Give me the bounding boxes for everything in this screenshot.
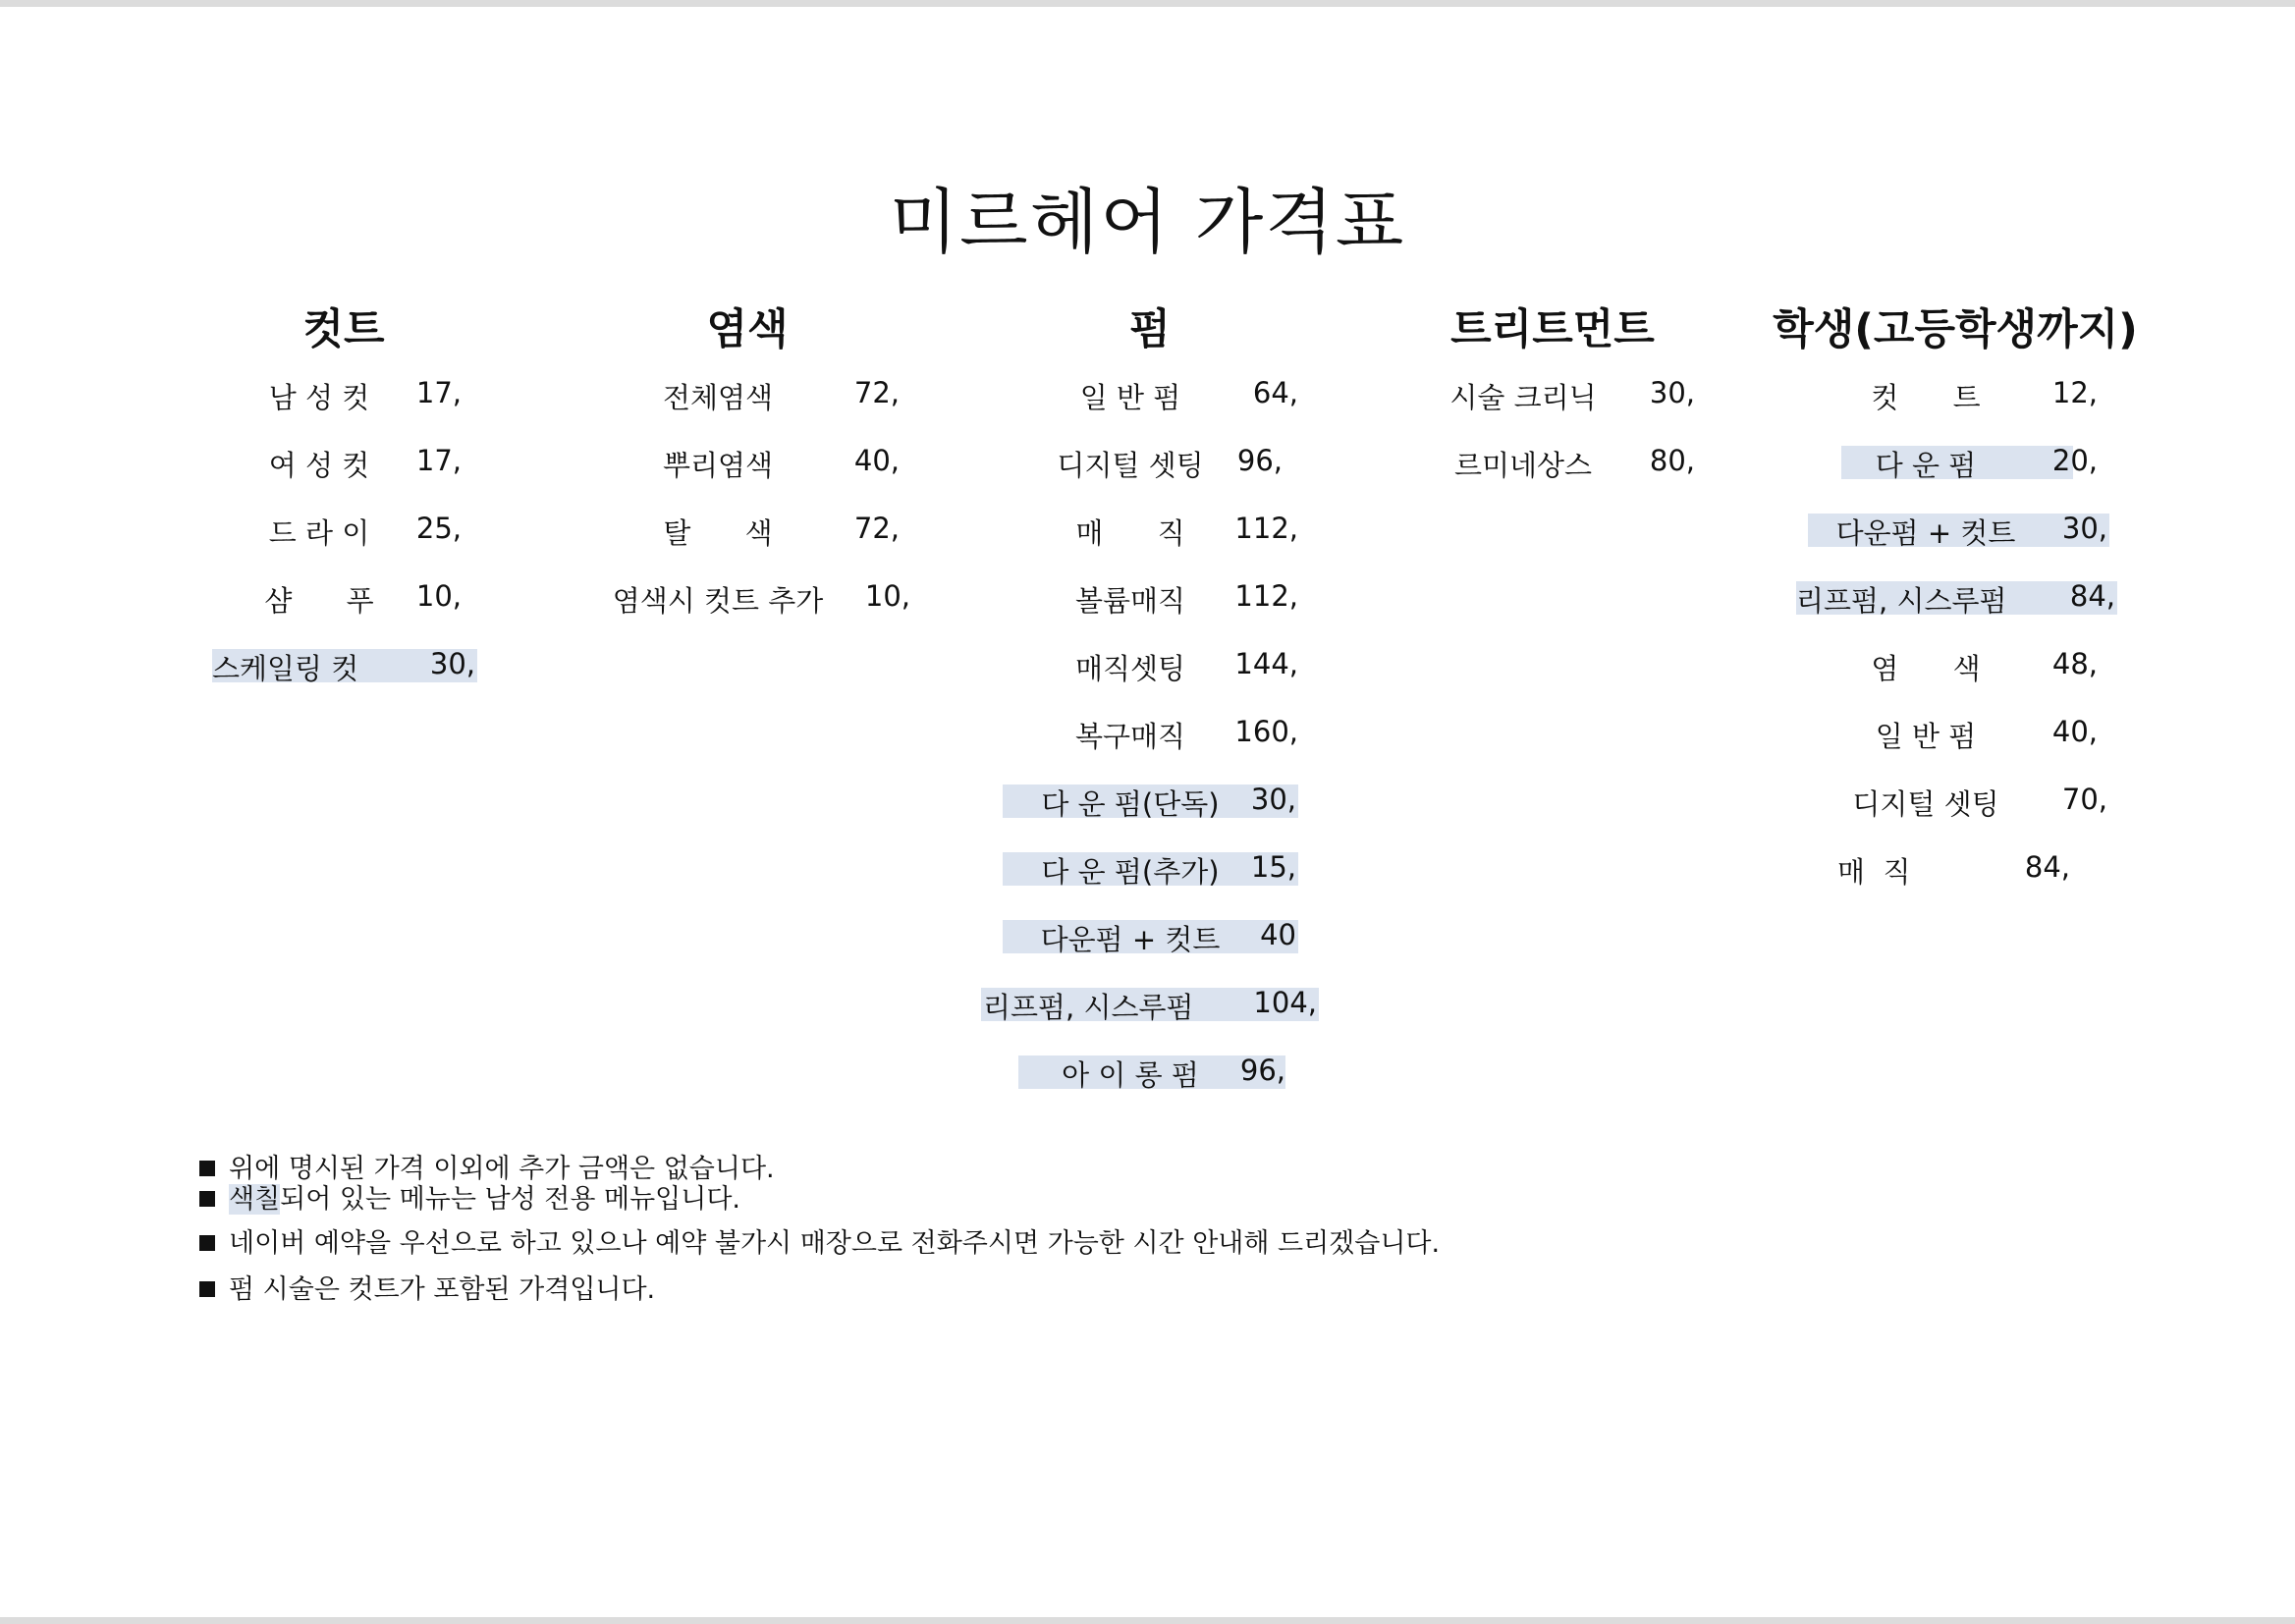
price-row — [954, 647, 1386, 715]
item-price: 84, — [2069, 579, 2115, 613]
item-price: 64, — [1252, 376, 1298, 409]
item-name: 다 운 펌(단독) — [1041, 787, 1220, 821]
bullet-square-icon — [199, 1191, 215, 1207]
item-price: 40, — [2051, 715, 2098, 748]
price-row — [954, 918, 1386, 986]
item-price: 112, — [1234, 579, 1298, 613]
category-color: 염색 — [706, 305, 789, 354]
price-row — [1759, 376, 2191, 444]
price-row — [954, 715, 1386, 783]
item-name: 다운펌 + 컷트 — [1835, 516, 2016, 550]
price-list-student — [1759, 376, 2191, 918]
note-highlight: 색칠 — [229, 1184, 281, 1215]
item-name: 일 반 펌 — [1875, 720, 1977, 753]
price-row — [1759, 850, 2191, 918]
price-list-cut — [147, 376, 579, 715]
item-name: 디지털 셋팅 — [1057, 449, 1204, 482]
price-row — [1759, 647, 2191, 715]
price-row — [954, 579, 1386, 647]
item-price: 25, — [415, 512, 462, 545]
item-name: 드 라 이 — [268, 516, 370, 550]
price-row — [147, 647, 579, 715]
item-name: 다 운 펌 — [1875, 449, 1977, 482]
item-name: 다운펌 + 컷트 — [1040, 923, 1221, 956]
price-row — [954, 512, 1386, 579]
price-row — [1759, 579, 2191, 647]
price-row — [954, 783, 1386, 850]
note-text: 펌 시술은 컷트가 포함된 가격입니다. — [229, 1274, 656, 1305]
price-row — [954, 986, 1386, 1054]
item-price: 40, — [853, 444, 900, 477]
item-price: 104, — [1253, 986, 1317, 1019]
item-name: 디지털 셋팅 — [1852, 787, 1999, 821]
item-price: 30, — [2061, 512, 2107, 545]
item-price: 12, — [2051, 376, 2098, 409]
item-price: 30, — [1250, 783, 1296, 816]
price-list-treatment — [1356, 376, 1788, 512]
price-row — [551, 579, 983, 647]
price-row — [147, 579, 579, 647]
bullet-square-icon — [199, 1235, 215, 1251]
price-row — [551, 444, 983, 512]
item-price: 72, — [853, 512, 900, 545]
item-name: 매 직 — [1837, 855, 1911, 889]
price-row — [954, 444, 1386, 512]
price-list-color — [551, 376, 983, 647]
item-price: 10, — [415, 579, 462, 613]
item-name: 볼륨매직 — [1074, 584, 1186, 618]
item-name: 매 직 — [1075, 516, 1185, 550]
notes-section — [199, 1147, 1440, 1307]
bullet-square-icon — [199, 1161, 215, 1176]
price-row — [147, 444, 579, 512]
item-price: 112, — [1234, 512, 1298, 545]
item-price: 70, — [2061, 783, 2107, 816]
item-price: 144, — [1234, 647, 1298, 680]
item-name: 일 반 펌 — [1079, 381, 1181, 414]
price-row — [1759, 444, 2191, 512]
item-name: 샴 푸 — [264, 584, 374, 618]
page-title: 미르헤어 가격표 — [889, 181, 1406, 263]
item-price: 30, — [1649, 376, 1695, 409]
item-name: 탈 색 — [663, 516, 773, 550]
item-price: 17, — [415, 376, 462, 409]
item-price: 15, — [1250, 850, 1296, 884]
note-line — [199, 1221, 1440, 1268]
note-text: 네이버 예약을 우선으로 하고 있으나 예약 불가시 매장으로 전화주시면 가능한 시간 안내해 드리겠습니다. — [229, 1228, 1441, 1259]
item-name: 여 성 컷 — [268, 449, 370, 482]
price-list-perm — [954, 376, 1386, 1121]
price-row — [954, 376, 1386, 444]
item-price: 160, — [1234, 715, 1298, 748]
bullet-square-icon — [199, 1281, 215, 1297]
price-row — [1759, 512, 2191, 579]
price-row — [1759, 715, 2191, 783]
item-price: 80, — [1649, 444, 1695, 477]
item-name: 남 성 컷 — [268, 381, 370, 414]
category-student: 학생(고등학생까지) — [1773, 305, 2138, 354]
item-name: 전체염색 — [662, 381, 774, 414]
item-price: 96, — [1236, 444, 1283, 477]
price-row — [954, 850, 1386, 918]
item-name: 르미네상스 — [1453, 449, 1593, 482]
item-price: 30, — [429, 647, 475, 680]
item-price: 96, — [1239, 1054, 1285, 1087]
note-line — [199, 1177, 1440, 1221]
item-name: 컷 트 — [1871, 381, 1981, 414]
price-row — [147, 512, 579, 579]
item-price: 17, — [415, 444, 462, 477]
item-name: 복구매직 — [1074, 720, 1186, 753]
category-perm: 펌 — [1129, 305, 1171, 354]
item-name: 염 색 — [1871, 652, 1981, 685]
top-border — [0, 0, 2295, 7]
price-row — [551, 512, 983, 579]
item-name: 매직셋팅 — [1074, 652, 1186, 685]
item-price: 48, — [2051, 647, 2098, 680]
price-row — [954, 1054, 1386, 1121]
price-row — [1759, 783, 2191, 850]
item-price: 84, — [2024, 850, 2070, 884]
item-price: 20, — [2051, 444, 2098, 477]
note-line — [199, 1268, 1440, 1307]
price-row — [1356, 376, 1788, 444]
item-name: 리프펌, 시스루펌 — [1796, 584, 2007, 618]
item-name: 스케일링 컷 — [212, 652, 359, 685]
item-price: 72, — [853, 376, 900, 409]
item-name: 다 운 펌(추가) — [1041, 855, 1220, 889]
item-name: 뿌리염색 — [662, 449, 774, 482]
price-row — [1356, 444, 1788, 512]
bottom-border — [0, 1617, 2295, 1624]
category-treatment: 트리트먼트 — [1450, 305, 1655, 354]
item-price: 40 — [1260, 918, 1296, 951]
item-name: 염색시 컷트 추가 — [612, 584, 824, 618]
item-name: 시술 크리닉 — [1449, 381, 1597, 414]
note-text: 위에 명시된 가격 이외에 추가 금액은 없습니다. — [229, 1154, 775, 1184]
note-line — [199, 1147, 1440, 1184]
price-row — [147, 376, 579, 444]
category-cut: 컷트 — [302, 305, 385, 354]
item-name: 리프펌, 시스루펌 — [983, 991, 1194, 1024]
item-price: 10, — [864, 579, 910, 613]
note-text-tail: 되어 있는 메뉴는 남성 전용 메뉴입니다. — [280, 1184, 740, 1215]
item-name: 아 이 롱 펌 — [1062, 1058, 1199, 1092]
price-row — [551, 376, 983, 444]
